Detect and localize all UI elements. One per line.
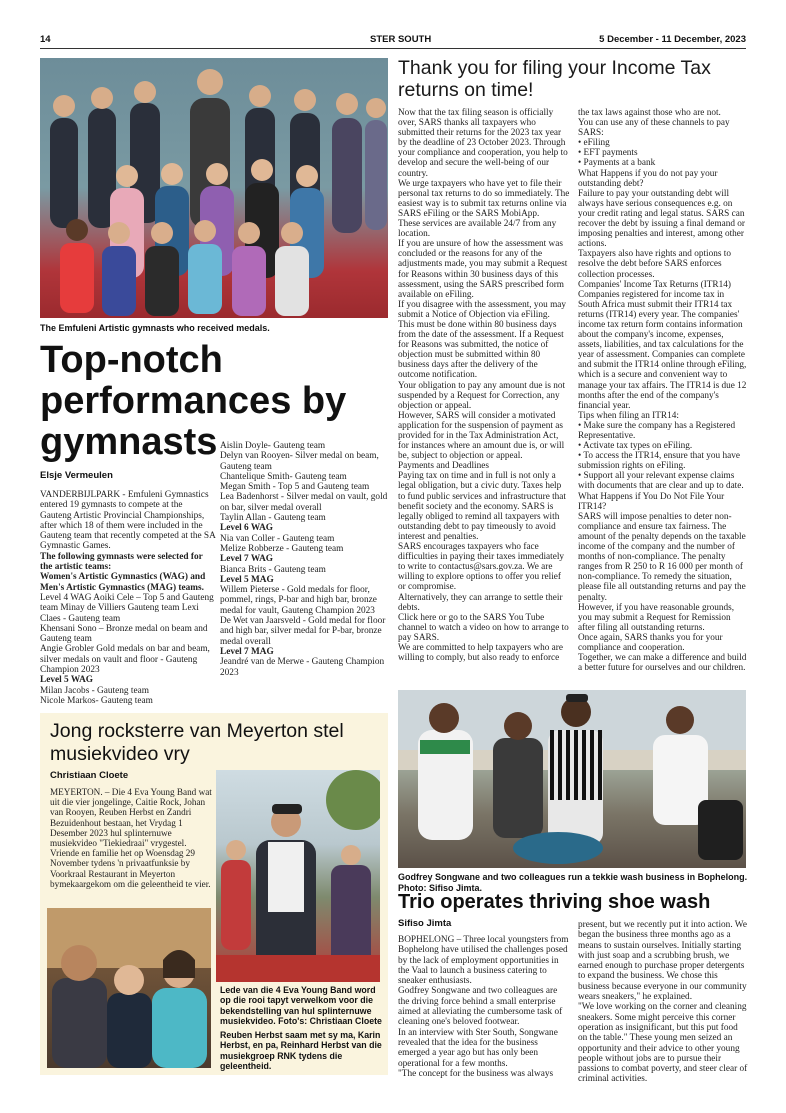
shoe-wash-photo bbox=[398, 690, 746, 868]
paragraph: • Make sure the company has a Registered Representative. bbox=[578, 420, 736, 441]
paragraph: Bianca Brits - Gauteng team bbox=[220, 564, 326, 575]
paragraph: Companies' Income Tax Returns (ITR14) bbox=[578, 279, 731, 290]
paragraph: • Support all your relevant expense claims with documents that are clear and up to date. bbox=[578, 471, 744, 492]
red-carpet-photo bbox=[216, 770, 380, 982]
paragraph: Women's Artistic Gymnastics (WAG) and Men's Artistic Gymnastics (MAG) teams. bbox=[40, 572, 206, 593]
gymnastics-byline: Elsje Vermeulen bbox=[40, 470, 113, 481]
gymnasts-photo bbox=[40, 58, 388, 318]
paragraph: Click here or go to the SARS You Tube channel to watch a video on how to arrange to pay SARS. bbox=[398, 612, 569, 643]
page-number: 14 bbox=[40, 34, 51, 45]
paragraph: the tax laws against those who are not. bbox=[578, 108, 721, 118]
paragraph: Failure to pay your outstanding debt will always have serious consequences e.g. on your credit rating and legal status. SARS can recover the debt by issuing a final demand or imposing penalties and interest, among other actions. bbox=[578, 188, 745, 250]
paragraph: Payments and Deadlines bbox=[398, 461, 489, 472]
paragraph: These services are available 24/7 from any location. bbox=[398, 219, 557, 240]
paragraph: Angie Grobler Gold medals on bar and beam, silver medals on vault and floor - Gauteng Champion 2023 bbox=[40, 644, 210, 676]
jong-body: MEYERTON. – Die 4 Eva Young Band wat uit die vier jongelinge, Caitie Rock, Johan van Rooyen, Reuben Herbst en Zandri Bezuidenhout bestaan, het Vrydag 1 Desember 2023 hul splinternuwe musiekvideo "Tiekiedraai" vrygestel. Vriende en familie het op Woensdag 29 November tydens 'n privaatfunksie by Voorkraal Restaurant in Meyerton bymekaargekom om die geleentheid te vier. bbox=[50, 787, 212, 889]
jong-byline: Christiaan Cloete bbox=[50, 770, 129, 781]
paragraph: • EFT payments bbox=[578, 148, 638, 159]
shoe-wash-byline: Sifiso Jimta bbox=[398, 918, 452, 929]
red-carpet-caption: Lede van die 4 Eva Young Band word op die rooi tapyt verwelkom voor die bekendstelling van hul splinternuwe musiekvideo. Foto's: Christiaan Cloete bbox=[220, 985, 382, 1027]
paragraph: We urge taxpayers who have yet to file their personal tax returns to do so immediately. The easiest way is to submit tax returns online via SARS eFiling or the SARS MobiApp. bbox=[398, 178, 570, 219]
shoe-wash-column-2 bbox=[578, 920, 748, 1085]
paragraph: Godfrey Songwane and two colleagues are the driving force behind a small enterprise aimed at alleviating the cumbersome task of cleaning one's beloved footwear. bbox=[398, 986, 563, 1028]
paragraph: If you are unsure of how the assessment was concluded or the reasons for any of the adjustments made, you may submit a Request for Reasons within 30 business days of this assessment, using the SARS prescribed form available on eFiling. bbox=[398, 239, 568, 300]
paragraph: VANDERBIJLPARK - Emfuleni Gymnastics entered 19 gymnasts to compete at the Gauteng Artistic Provincial Championships, after which 18 of them were included in the Gauteng team that recently competed at the SA Gymnastic Games. bbox=[40, 490, 216, 552]
paragraph: • eFiling bbox=[578, 138, 610, 149]
gymnasts-illustration bbox=[40, 58, 388, 318]
paragraph: Delyn van Rooyen- Silver medal on beam, Gauteng team bbox=[220, 451, 379, 472]
paragraph: Milan Jacobs - Gauteng team bbox=[40, 685, 149, 696]
paragraph: Willem Pieterse - Gold medals for floor, pommel, rings, P-bar and high bar, bronze medal for vault, Gauteng Champion 2023 bbox=[220, 585, 377, 616]
paragraph: Level 7 MAG bbox=[220, 646, 274, 657]
shoe-wash-illustration bbox=[398, 690, 746, 868]
sars-headline: Thank you for filing your Income Tax returns on time! bbox=[398, 57, 711, 101]
paragraph: SARS encourages taxpayers who face difficulties in paying their taxes immediately to write to contactus@sars.gov.za. We are willing to explore options to offer you relief or compromise. bbox=[398, 542, 565, 593]
paragraph: Khensani Sono – Bronze medal on beam and Gauteng team bbox=[40, 623, 208, 645]
jong-headline: Jong rocksterre van Meyerton stel musiekvideo vry bbox=[50, 720, 344, 765]
paragraph: Together, we can make a difference and build a better future for ourselves and our children. bbox=[578, 653, 747, 674]
paragraph: Nia van Coller - Gauteng team bbox=[220, 533, 335, 544]
paragraph: What Happens if you do not pay your outstanding debt? bbox=[578, 168, 718, 189]
issue-date: 5 December - 11 December, 2023 bbox=[599, 34, 746, 45]
paragraph: Alternatively, they can arrange to settle their debts. bbox=[398, 592, 563, 613]
paragraph: Aislin Doyle- Gauteng team bbox=[220, 441, 326, 451]
paragraph: Once again, SARS thanks you for your compliance and cooperation. bbox=[578, 632, 723, 653]
paragraph: "The concept for the business was always bbox=[398, 1068, 554, 1079]
herbst-family-illustration bbox=[47, 908, 211, 1068]
paragraph: present, but we recently put it into action. We began the business three months ago as a means to sustain ourselves. Initially starting with just soap and a scrubbing brush, we earned enough to purchase proper detergents to expand the business. We chose this business because everyone in our community wears sneakers," he explained. bbox=[578, 920, 747, 1003]
shoe-wash-column-1 bbox=[398, 935, 570, 1079]
paragraph: Taylin Allan - Gauteng team bbox=[220, 513, 326, 524]
paragraph: Jeandré van de Merwe - Gauteng Champion 2023 bbox=[220, 657, 385, 678]
paragraph: SARS will impose penalties to deter non-compliance and ensure tax fairness. The amount of the penalty depends on the taxable income of the company and the number of months of non-compliance. The penalty ranges from R 250 to R 16 000 per month of non-compliance. To remedy the situation, please file all outstanding returns and pay the penalty. bbox=[578, 511, 746, 603]
paragraph: Level 5 MAG bbox=[220, 574, 274, 585]
paragraph: Taxpayers also have rights and options to resolve the debt before SARS enforces collection processes. bbox=[578, 249, 731, 280]
shoe-wash-caption: Godfrey Songwane and two colleagues run a tekkie wash business in Bophelong. Photo: Sifiso Jimta. bbox=[398, 872, 748, 893]
shoe-wash-headline: Trio operates thriving shoe wash bbox=[398, 891, 711, 913]
paragraph: Level 6 WAG bbox=[220, 523, 274, 534]
paragraph: The following gymnasts were selected for the artistic teams: bbox=[40, 551, 203, 573]
herbst-family-photo bbox=[47, 908, 211, 1068]
paragraph: Nicole Markos- Gauteng team bbox=[40, 695, 153, 706]
paragraph: • To access the ITR14, ensure that you have submission rights on eFiling. bbox=[578, 451, 740, 472]
herbst-family-caption: Reuben Herbst saam met sy ma, Karin Herbst, en pa, Reinhard Herbst van die musiekgroep RNK tydens die geleentheid. bbox=[220, 1030, 382, 1072]
sars-column-1 bbox=[398, 108, 570, 663]
gymnastics-column-2 bbox=[220, 441, 388, 678]
paragraph: In an interview with Ster South, Songwane revealed that the idea for the business emerged a year ago but has only been operational for a few months. bbox=[398, 1027, 558, 1069]
paragraph: Companies registered for income tax in South Africa must submit their ITR14 tax returns (ITR14) every year. The companies' income tax return form contains information about the company's income, expenses, assets, liabilities, and tax calculations for the year of assessment. Companies can complete and submit the ITR14 online through eFiling, which is a secure and convenient way to manage your tax affairs. The ITR14 is due 12 months after the end of the company's financial year. bbox=[578, 289, 747, 411]
paragraph: • Activate tax types on eFiling. bbox=[578, 441, 693, 452]
paragraph: BOPHELONG – Three local youngsters from Bophelong have utilised the challenges posed by the lack of employment opportunities in the Vaal to launch a business catering to sneaker enthusiasts. bbox=[398, 935, 569, 987]
page-header bbox=[40, 34, 746, 48]
sars-column-2 bbox=[578, 108, 748, 673]
red-carpet-illustration bbox=[216, 770, 380, 982]
paragraph: Lea Badenhorst - Silver medal on vault, gold on bar, silver medal overall bbox=[220, 492, 388, 513]
gymnasts-caption: The Emfuleni Artistic gymnasts who received medals. bbox=[40, 323, 270, 333]
gymnastics-headline: Top-notch performances by gymnasts bbox=[40, 339, 347, 463]
paragraph: Now that the tax filing season is officially over, SARS thanks all taxpayers who submitted their returns for the 2023 tax year by the deadline of 23 October 2023. Through your compliance and cooperation, you help to develop and secure the well-being of our country. bbox=[398, 108, 568, 179]
paragraph: Tips when filing an ITR14: bbox=[578, 410, 679, 421]
paragraph: However, SARS will consider a motivated application for the suspension of payment as provided for in the Tax Administration Act, for instances where an amount due is, or will be, subject to objection or appeal. bbox=[398, 410, 565, 462]
paragraph: However, if you have reasonable grounds, you may submit a Request for Remission after filing all outstanding returns. bbox=[578, 602, 735, 633]
paragraph: This must be done within 80 business days from the date of the assessment. If a Request for Reasons was submitted, the notice of objection must be submitted within 80 business days after the delivery of the outcome notification. bbox=[398, 319, 564, 381]
paragraph: Level 7 WAG bbox=[220, 554, 274, 565]
paragraph: What Happens if You Do Not File Your ITR14? bbox=[578, 491, 725, 512]
paragraph: Your obligation to pay any amount due is not suspended by a Request for Correction, any objection or appeal. bbox=[398, 380, 566, 411]
paragraph: Paying tax on time and in full is not only a legal obligation, but a civic duty. Taxes help to fund public services and infrastructure that benefit society and the economy. SARS is legally obliged to remind all taxpayers with outstanding debt to pay timeously to avoid interest and penalties. bbox=[398, 471, 566, 542]
paragraph: "We love working on the corner and cleaning sneakers. Some might perceive this corner operation as insignificant, but this put food on the table." These young men seized an opportunity and their advice to other young people without jobs are to pursue their passions to combat poverty, and steer clear of criminal activities. bbox=[578, 1002, 748, 1085]
publication-name: STER SOUTH bbox=[370, 34, 432, 45]
gymnastics-column-1 bbox=[40, 490, 216, 706]
paragraph: Level 4 WAG Aoiki Cele – Top 5 and Gauteng team Minay de Villiers Gauteng team Lexi Claes - Gauteng team bbox=[40, 592, 214, 624]
paragraph: Megan Smith - Top 5 and Gauteng team bbox=[220, 482, 370, 493]
paragraph: We are committed to help taxpayers who are willing to comply, but also ready to enforce bbox=[398, 642, 563, 664]
paragraph: Level 5 WAG bbox=[40, 675, 94, 686]
header-rule bbox=[40, 48, 746, 49]
paragraph: You can use any of these channels to pay SARS: bbox=[578, 118, 730, 139]
paragraph: De Wet van Jaarsveld - Gold medal for floor and high bar, silver medal for P-bar, bronze medal overall bbox=[220, 616, 386, 647]
paragraph: If you disagree with the assessment, you may submit a Notice of Objection via eFiling. bbox=[398, 299, 567, 320]
paragraph: • Payments at a bank bbox=[578, 158, 656, 169]
paragraph: Melize Robberze - Gauteng team bbox=[220, 543, 344, 554]
paragraph: Chantelique Smith- Gauteng team bbox=[220, 471, 347, 482]
